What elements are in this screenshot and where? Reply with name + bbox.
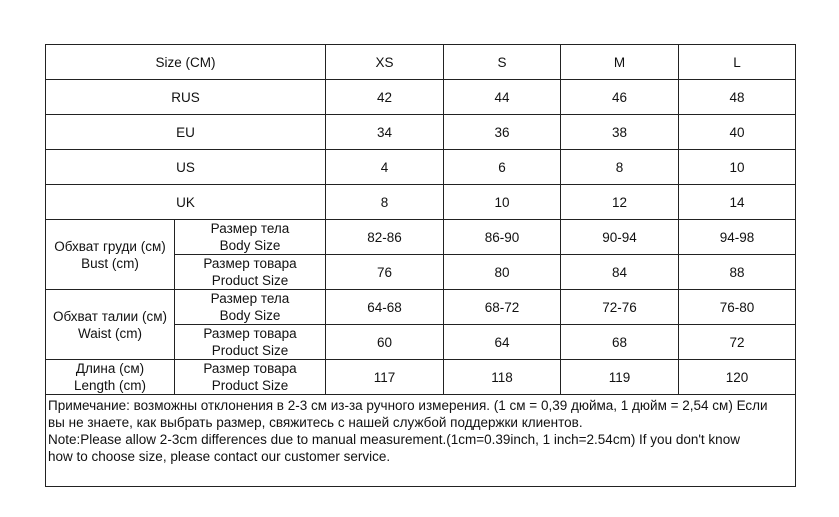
- size-l-header: L: [679, 45, 796, 80]
- sub-label-en: Product Size: [211, 343, 289, 358]
- size-m-header: M: [561, 45, 679, 80]
- table-cell: 34: [326, 115, 444, 150]
- sub-label-ru: Размер тела: [210, 291, 290, 306]
- note-line-ru-2: вы не знаете, как выбрать размер, свяжитесь с нашей службой поддержки клиентов.: [48, 415, 583, 430]
- bust-product-size-label: [175, 255, 326, 290]
- row-label-uk: UK: [46, 185, 326, 220]
- waist-body-size-label: [175, 290, 326, 325]
- table-cell: 72-76: [561, 290, 679, 325]
- table-cell: 10: [679, 150, 796, 185]
- measurement-note: [46, 395, 796, 487]
- table-cell: 38: [561, 115, 679, 150]
- table-cell: 36: [444, 115, 561, 150]
- size-chart-table: [45, 44, 796, 487]
- waist-product-size-label: [175, 325, 326, 360]
- table-cell: 76-80: [679, 290, 796, 325]
- bust-label-ru: Обхват груди (см): [54, 238, 166, 254]
- bust-body-size-label: [175, 220, 326, 255]
- length-label: [46, 360, 175, 395]
- waist-label-en: Waist (cm): [78, 325, 142, 341]
- table-cell: 4: [326, 150, 444, 185]
- table-cell: 88: [679, 255, 796, 290]
- length-product-size-label: [175, 360, 326, 395]
- note-line-en-1: Note:Please allow 2-3cm differences due to manual measurement.(1cm=0.39inch, 1 inch=2.54cm) If you don't know: [48, 432, 740, 447]
- note-row: [46, 395, 796, 487]
- table-cell: 90-94: [561, 220, 679, 255]
- table-cell: 6: [444, 150, 561, 185]
- table-cell: 117: [326, 360, 444, 395]
- table-cell: 44: [444, 80, 561, 115]
- sub-label-en: Product Size: [211, 273, 289, 288]
- table-cell: 84: [561, 255, 679, 290]
- table-cell: 72: [679, 325, 796, 360]
- table-row: [46, 80, 796, 115]
- table-cell: 12: [561, 185, 679, 220]
- table-cell: 46: [561, 80, 679, 115]
- table-cell: 82-86: [326, 220, 444, 255]
- size-xs-header: XS: [326, 45, 444, 80]
- waist-label: [46, 290, 175, 360]
- table-cell: 10: [444, 185, 561, 220]
- table-cell: 48: [679, 80, 796, 115]
- length-label-ru: Длина (см): [75, 361, 145, 376]
- row-label-rus: RUS: [46, 80, 326, 115]
- table-cell: 94-98: [679, 220, 796, 255]
- waist-label-ru: Обхват талии (см): [53, 308, 167, 324]
- table-cell: 40: [679, 115, 796, 150]
- row-label-us: US: [46, 150, 326, 185]
- table-cell: 8: [326, 185, 444, 220]
- table-cell: 68: [561, 325, 679, 360]
- sub-label-ru: Размер тела: [210, 221, 290, 236]
- table-cell: 14: [679, 185, 796, 220]
- table-cell: 80: [444, 255, 561, 290]
- length-label-en: Length (cm): [73, 378, 147, 393]
- sub-label-ru: Размер товара: [203, 256, 297, 271]
- table-cell: 64-68: [326, 290, 444, 325]
- table-row: [46, 220, 796, 255]
- table-row: [46, 115, 796, 150]
- header-row: [46, 45, 796, 80]
- size-s-header: S: [444, 45, 561, 80]
- bust-label: [46, 220, 175, 290]
- sub-label-ru: Размер товара: [203, 361, 297, 376]
- table-cell: 8: [561, 150, 679, 185]
- table-cell: 119: [561, 360, 679, 395]
- table-row: [46, 185, 796, 220]
- table-cell: 76: [326, 255, 444, 290]
- note-line-ru-1: Примечание: возможны отклонения в 2-3 см из-за ручного измерения. (1 см = 0,39 дюйма, 1 дюйм = 2,54 см) Если: [48, 398, 768, 413]
- table-cell: 60: [326, 325, 444, 360]
- sub-label-ru: Размер товара: [203, 326, 297, 341]
- bust-label-en: Bust (cm): [81, 255, 139, 271]
- table-row: [46, 150, 796, 185]
- sub-label-en: Body Size: [219, 308, 281, 323]
- table-cell: 64: [444, 325, 561, 360]
- table-cell: 42: [326, 80, 444, 115]
- table-cell: 86-90: [444, 220, 561, 255]
- row-label-eu: EU: [46, 115, 326, 150]
- table-row: [46, 360, 796, 395]
- table-cell: 118: [444, 360, 561, 395]
- note-line-en-2: how to choose size, please contact our customer service.: [48, 449, 391, 464]
- size-cm-header: Size (CM): [46, 45, 326, 80]
- table-row: [46, 290, 796, 325]
- table-cell: 120: [679, 360, 796, 395]
- table-cell: 68-72: [444, 290, 561, 325]
- sub-label-en: Body Size: [219, 238, 281, 253]
- sub-label-en: Product Size: [211, 378, 289, 393]
